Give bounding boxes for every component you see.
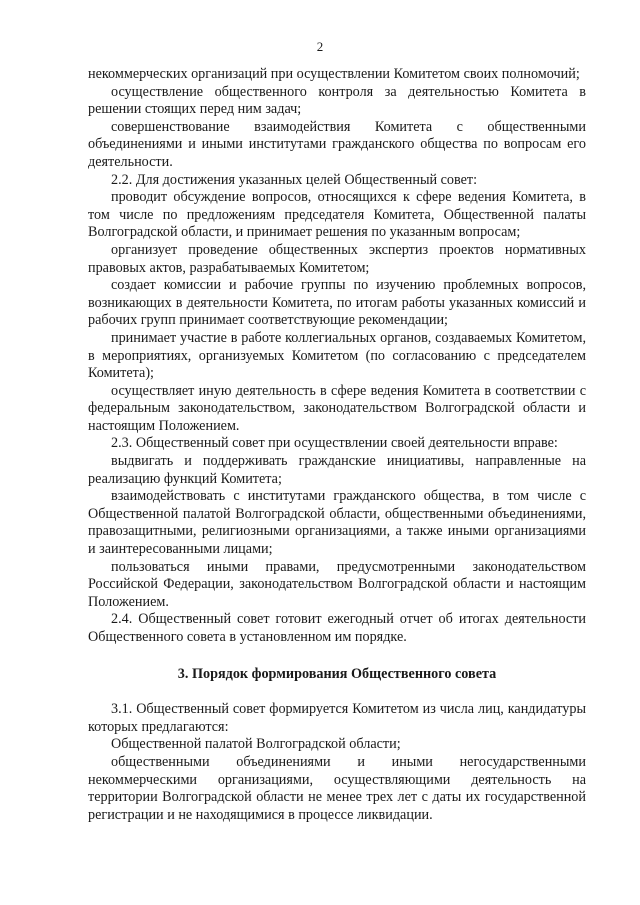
paragraph-other-rights: пользоваться иными правами, предусмотренными законодательством Российской Федерации, законодательством Волгоградской области и настоящим Положением. [88, 558, 586, 610]
paragraph-commissions: создает комиссии и рабочие группы по изучению проблемных вопросов, возникающих в деятельности Комитета, по итогам работы указанных комиссий и рабочих групп принимает соответствующие рекомендации; [88, 277, 586, 329]
paragraph-2-3: 2.3. Общественный совет при осуществлении своей деятельности вправе: [111, 435, 558, 452]
section-heading: 3. Порядок формирования Общественного совета [177, 665, 497, 682]
paragraph-discussion: проводит обсуждение вопросов, относящихся к сфере ведения Комитета, в том числе по предложениям председателя Комитета, Общественной палаты Волгоградской области, и принимает решения по указанным вопросам; [88, 189, 586, 241]
paragraph-public-chamber: Общественной палатой Волгоградской области; [111, 736, 401, 753]
paragraph-continuation: некоммерческих организаций при осуществлении Комитетом своих полномочий; [88, 66, 580, 82]
paragraph-interaction: взаимодействовать с институтами гражданского общества, в том числе с Общественной палатой Волгоградской области, общественными объединениями, правозащитными, религиозными организациями, а также иными организациями и заинтересованными лицами; [88, 488, 586, 558]
paragraph-participation: принимает участие в работе коллегиальных органов, создаваемых Комитетом, в мероприятиях, организуемых Комитетом (по согласованию с председателем Комитета); [88, 329, 586, 382]
paragraph-public-control: осуществление общественного контроля за деятельностью Комитета в решении стоящих перед ним задач; [88, 83, 586, 118]
paragraph-cooperation: совершенствование взаимодействия Комитета с общественными объединениями и иными институтами гражданского общества по вопросам его деятельности. [88, 118, 586, 170]
paragraph-3-1: 3.1. Общественный совет формируется Комитетом из числа лиц, кандидатуры которых предлагаются: [88, 701, 586, 735]
paragraph-expertise: организует проведение общественных экспертиз проектов нормативных правовых актов, разрабатываемых Комитетом; [88, 241, 586, 276]
paragraph-initiatives: выдвигать и поддерживать гражданские инициативы, направленные на реализацию функций Комитета; [88, 453, 586, 487]
paragraph-2-4: 2.4. Общественный совет готовит ежегодный отчет об итогах деятельности Общественного совета в установленном им порядке. [88, 611, 586, 645]
paragraph-public-associations: общественными объединениями и иными негосударственными некоммерческими организациями, осуществляющими деятельность на территории Волгоградской области не менее трех лет с даты их государственной регистрации и не находящимися в процессе ликвидации. [88, 753, 586, 823]
paragraph-2-2: 2.2. Для достижения указанных целей Общественный совет: [111, 171, 478, 188]
paragraph-other-activity: осуществляет иную деятельность в сфере ведения Комитета в соответствии с федеральным законодательством, законодательством Волгоградской области и настоящим Положением. [88, 382, 586, 434]
document-body [88, 66, 586, 824]
page-number: 2 [316, 39, 324, 54]
